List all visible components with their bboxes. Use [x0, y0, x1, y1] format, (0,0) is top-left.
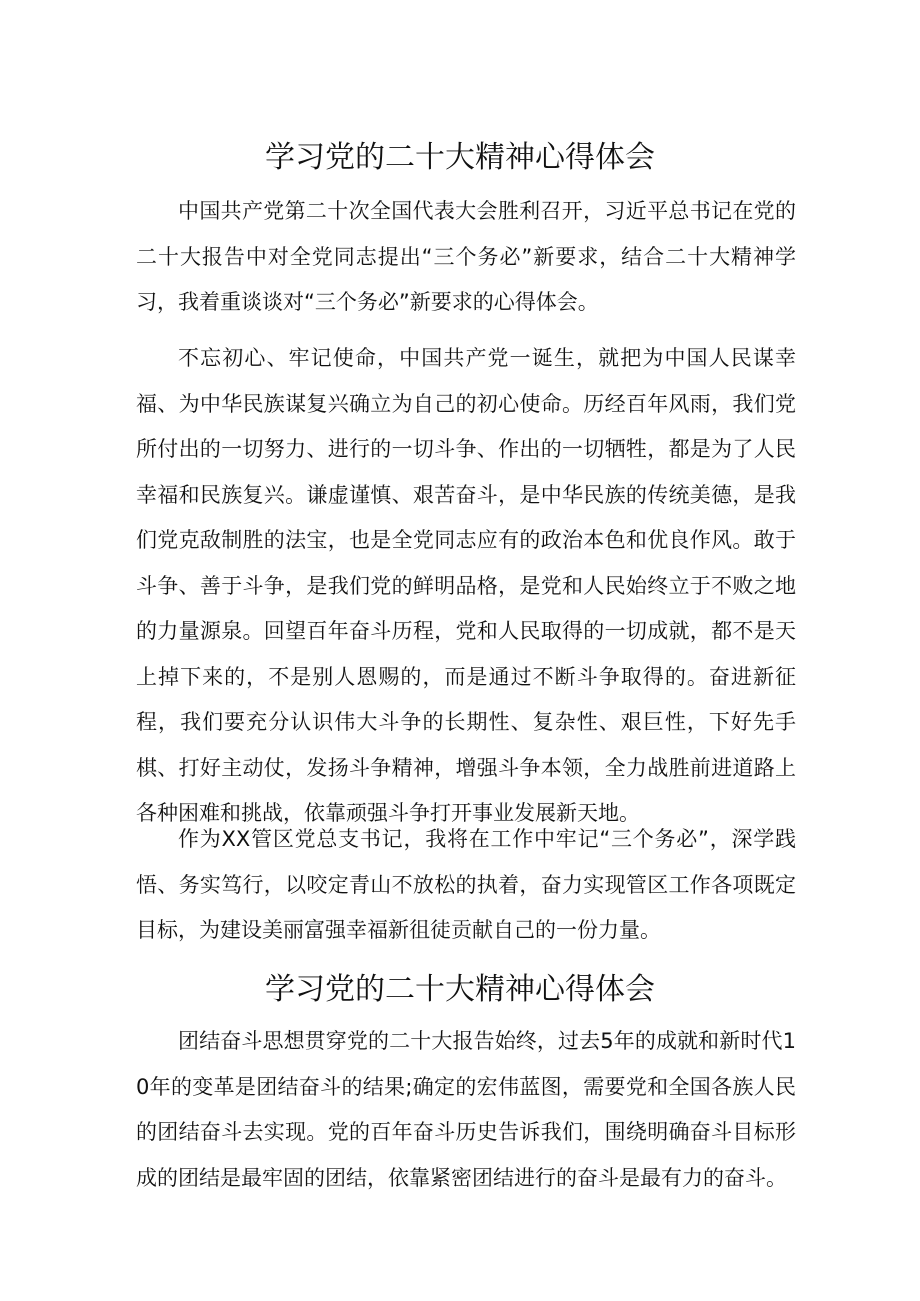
section-1-paragraph-3: 作为XX管区党总支书记，我将在工作中牢记“三个务必”，深学践悟、务实笃行，以咬定青山不放松的执着，奋力实现管区工作各项既定目标，为建设美丽富强幸福新徂徒贡献自己的一份力量。: [136, 827, 796, 942]
section-1-paragraph-2: 不忘初心、牢记使命，中国共产党一诞生，就把为中国人民谋幸福、为中华民族谋复兴确立为自己的初心使命。历经百年风雨，我们党所付出的一切努力、进行的一切斗争、作出的一切牺牲，都是为了人民幸福和民族复兴。谦虚谨慎、艰苦奋斗，是中华民族的传统美德，是我们党克敌制胜的法宝，也是全党同志应有的政治本色和优良作风。敢于斗争、善于斗争，是我们党的鲜明品格，是党和人民始终立于不败之地的力量源泉。回望百年奋斗历程，党和人民取得的一切成就，都不是天上掉下来的，不是别人恩赐的，而是通过不断斗争取得的。奋进新征程，我们要充分认识伟大斗争的长期性、复杂性、艰巨性，下好先手棋、打好主动仗，发扬斗争精神，增强斗争本领，全力战胜前进道路上各种困难和挑战，依靠顽强斗争打开事业发展新天地。: [136, 346, 796, 825]
section-2-title: 学习党的二十大精神心得体会: [265, 972, 655, 1008]
section-2-paragraph-1: 团结奋斗思想贯穿党的二十大报告始终，过去5年的成就和新时代10年的变革是团结奋斗的结果;确定的宏伟蓝图，需要党和全国各族人民的团结奋斗去实现。党的百年奋斗历史告诉我们，围绕明确奋斗目标形成的团结是最牢固的团结，依靠紧密团结进行的奋斗是最有力的奋斗。: [136, 1029, 796, 1190]
section-1-title: 学习党的二十大精神心得体会: [265, 140, 655, 176]
section-1-paragraph-1: 中国共产党第二十次全国代表大会胜利召开，习近平总书记在党的二十大报告中对全党同志提出“三个务必”新要求，结合二十大精神学习，我着重谈谈对“三个务必”新要求的心得体会。: [136, 199, 796, 314]
